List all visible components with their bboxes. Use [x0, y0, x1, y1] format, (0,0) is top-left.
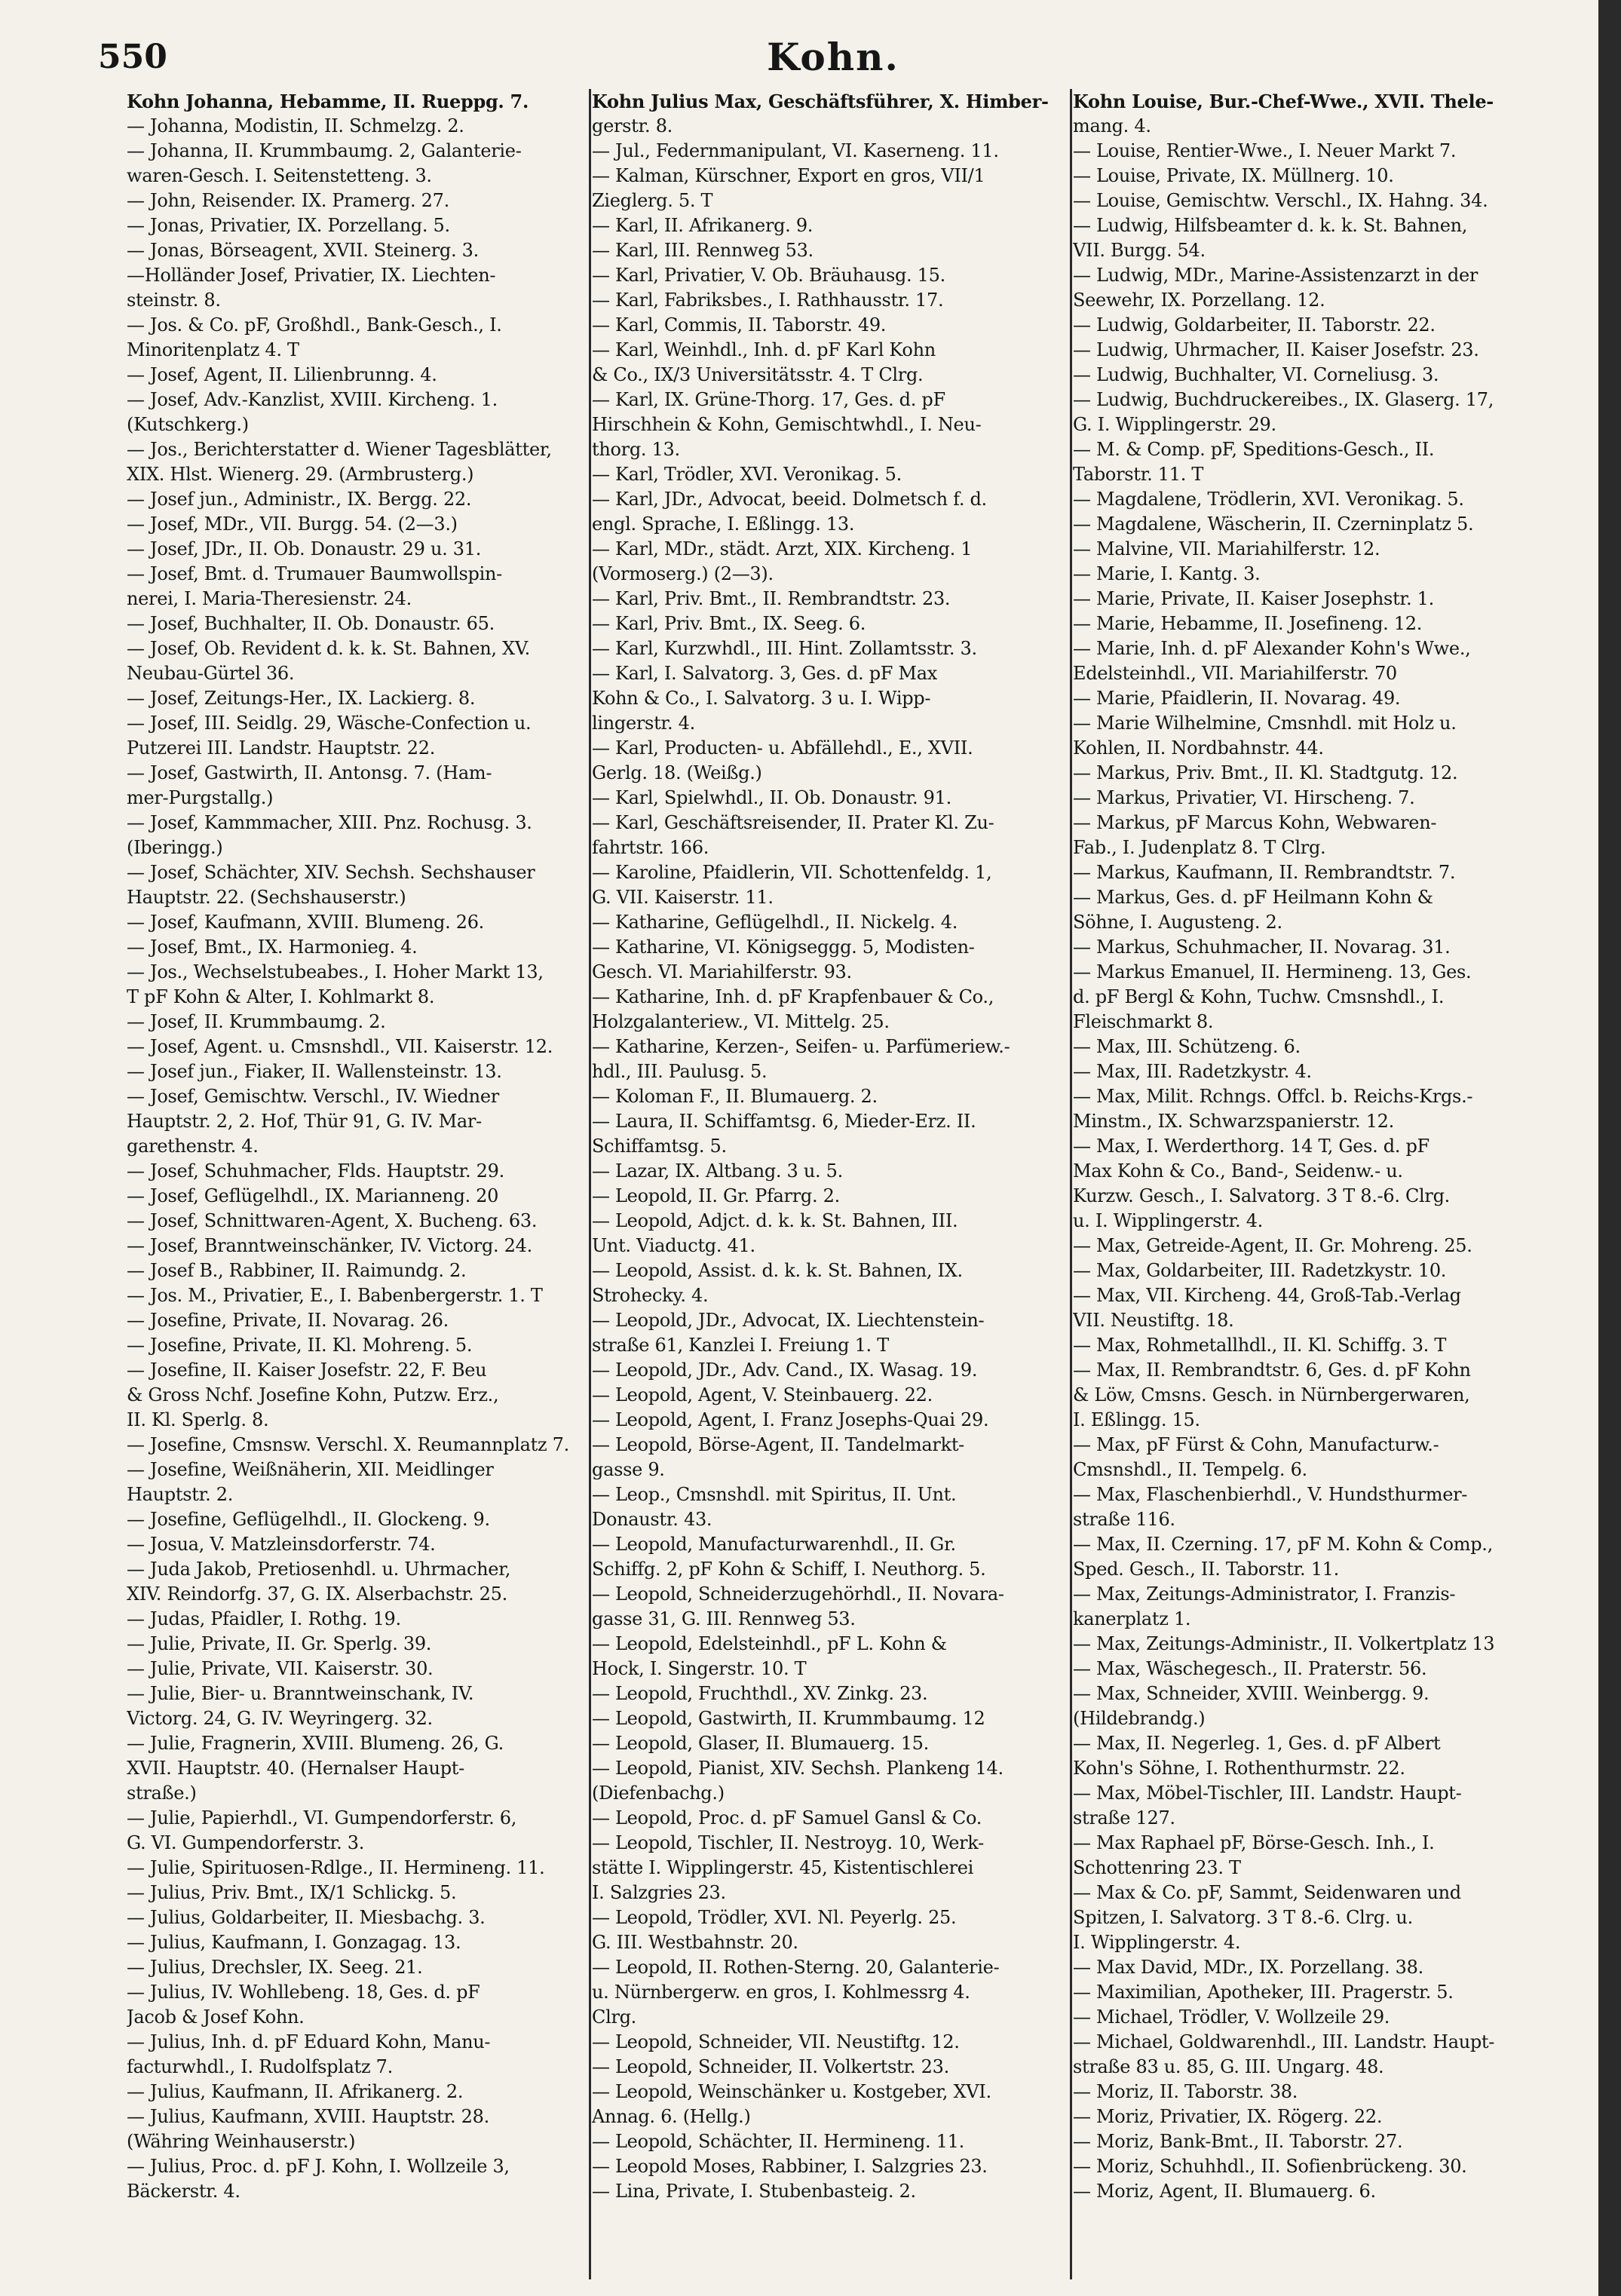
directory-entry: — Max, Rohmetallhdl., II. Kl. Schiffg. 3. T — [1073, 1335, 1447, 1356]
directory-entry: — Josefine, Cmsnsw. Verschl. X. Reumannplatz 7. — [127, 1434, 569, 1455]
directory-entry: — Max, Zeitungs-Administrator, I. Franzis- — [1073, 1583, 1456, 1605]
directory-entry: — Lina, Private, I. Stubenbasteig. 2. — [592, 2181, 916, 2202]
directory-entry: — Max, II. Rembrandtstr. 6, Ges. d. pF Kohn — [1073, 1360, 1471, 1381]
directory-entry: — Karl, Priv. Bmt., IX. Seeg. 6. — [592, 613, 866, 634]
directory-entry: — Moriz, Privatier, IX. Rögerg. 22. — [1073, 2106, 1383, 2127]
page-edge — [1598, 0, 1621, 2296]
directory-entry: — Leopold, JDr., Adv. Cand., IX. Wasag. 19. — [592, 1360, 978, 1381]
directory-entry: G. VI. Gumpendorferstr. 3. — [127, 1832, 365, 1853]
directory-entry: XIX. Hlst. Wienerg. 29. (Armbrusterg.) — [127, 464, 474, 485]
directory-entry: — Leopold, Assist. d. k. k. St. Bahnen, IX. — [592, 1260, 963, 1281]
directory-entry: — Julius, Priv. Bmt., IX/1 Schlickg. 5. — [127, 1882, 457, 1903]
directory-entry: engl. Sprache, I. Eßlingg. 13. — [592, 513, 855, 535]
directory-entry: (Hildebrandg.) — [1073, 1708, 1206, 1729]
directory-entry: — Josef, Gastwirth, II. Antonsg. 7. (Ham- — [127, 762, 492, 783]
directory-entry: — Johanna, II. Krummbaumg. 2, Galanterie- — [127, 140, 522, 161]
directory-entry: Fleischmarkt 8. — [1073, 1011, 1214, 1032]
directory-entry: — Josef, II. Krummbaumg. 2. — [127, 1011, 386, 1032]
directory-entry: Bäckerstr. 4. — [127, 2181, 241, 2202]
directory-entry: — Josef, Bmt., IX. Harmonieg. 4. — [127, 936, 418, 958]
directory-entry: — Max Raphael pF, Börse-Gesch. Inh., I. — [1073, 1832, 1435, 1853]
directory-entry: — Leopold, Manufacturwarenhdl., II. Gr. — [592, 1534, 956, 1555]
directory-entry: — Leopold, Tischler, II. Nestroyg. 10, Werk- — [592, 1832, 984, 1853]
page-title: Kohn. — [767, 35, 899, 79]
directory-entry: — Julius, Proc. d. pF J. Kohn, I. Wollzeile 3, — [127, 2156, 510, 2177]
directory-entry: — Jul., Federnmanipulant, VI. Kaserneng. 11. — [592, 140, 999, 161]
directory-entry: — Ludwig, Buchhalter, VI. Corneliusg. 3. — [1073, 364, 1439, 385]
directory-entry: mang. 4. — [1073, 115, 1151, 136]
directory-entry: — Josef, Zeitungs-Her., IX. Lackierg. 8. — [127, 688, 476, 709]
page-number: 550 — [98, 38, 167, 76]
directory-entry: — Josua, V. Matzleinsdorferstr. 74. — [127, 1534, 436, 1555]
directory-entry: XIV. Reindorfg. 37, G. IX. Alserbachstr. 25. — [127, 1583, 507, 1605]
directory-entry: — Josef B., Rabbiner, II. Raimundg. 2. — [127, 1260, 467, 1281]
directory-entry: — Leopold, Schneiderzugehörhdl., II. Novara- — [592, 1583, 1004, 1605]
directory-entry: — Julius, Goldarbeiter, II. Miesbachg. 3. — [127, 1907, 486, 1928]
directory-entry: — Julius, Kaufmann, II. Afrikanerg. 2. — [127, 2081, 464, 2102]
directory-entry: gasse 9. — [592, 1459, 665, 1480]
directory-entry: — Leopold, Börse-Agent, II. Tandelmarkt- — [592, 1434, 964, 1455]
directory-entry: steinstr. 8. — [127, 290, 221, 311]
directory-entry: — Max, pF Fürst & Cohn, Manufacturw.- — [1073, 1434, 1439, 1455]
directory-entry: (Kutschkerg.) — [127, 414, 249, 435]
directory-entry: — Karl, Weinhdl., Inh. d. pF Karl Kohn — [592, 339, 936, 360]
directory-entry: nerei, I. Maria-Theresienstr. 24. — [127, 588, 412, 609]
directory-entry: — Leopold, JDr., Advocat, IX. Liechtenstein- — [592, 1310, 985, 1331]
directory-entry: — Max, Milit. Rchngs. Offcl. b. Reichs-Krgs.- — [1073, 1086, 1473, 1107]
directory-entry: — Ludwig, Buchdruckereibes., IX. Glaserg. 17, — [1073, 389, 1494, 410]
directory-entry: — Juda Jakob, Pretiosenhdl. u. Uhrmacher, — [127, 1559, 511, 1580]
directory-entry: — Josefine, Geflügelhdl., II. Glockeng. 9. — [127, 1509, 490, 1530]
directory-entry: — Karoline, Pfaidlerin, VII. Schottenfeldg. 1, — [592, 862, 992, 883]
directory-entry: — Ludwig, MDr., Marine-Assistenzarzt in der — [1073, 265, 1479, 286]
directory-entry: Kohn Johanna, Hebamme, II. Rueppg. 7. — [127, 90, 529, 112]
directory-entry: — Lazar, IX. Altbang. 3 u. 5. — [592, 1160, 843, 1182]
directory-entry: — Magdalene, Trödlerin, XVI. Veronikag. 5. — [1073, 489, 1464, 510]
directory-entry: — Karl, Geschäftsreisender, II. Prater Kl. Zu- — [592, 812, 994, 833]
directory-entry: garethenstr. 4. — [127, 1136, 259, 1157]
directory-entry: — Leopold, II. Rothen-Sterng. 20, Galanterie- — [592, 1957, 1000, 1978]
directory-entry: — Leopold, Trödler, XVI. Nl. Peyerlg. 25. — [592, 1907, 957, 1928]
directory-entry: thorg. 13. — [592, 439, 680, 460]
directory-entry: — Leopold, Fruchthdl., XV. Zinkg. 23. — [592, 1683, 928, 1704]
directory-entry: fahrtstr. 166. — [592, 837, 709, 858]
directory-entry: — Julie, Private, VII. Kaiserstr. 30. — [127, 1658, 434, 1679]
directory-entry: (Iberingg.) — [127, 837, 223, 858]
directory-entry: Minstm., IX. Schwarzspanierstr. 12. — [1073, 1111, 1394, 1132]
directory-entry: Kohlen, II. Nordbahnstr. 44. — [1073, 737, 1324, 759]
directory-entry: — Julius, IV. Wohllebeng. 18, Ges. d. pF — [127, 1982, 480, 2003]
directory-entry: — Koloman F., II. Blumauerg. 2. — [592, 1086, 878, 1107]
directory-entry: — Karl, MDr., städt. Arzt, XIX. Kircheng. 1 — [592, 538, 973, 559]
directory-entry: — Karl, JDr., Advocat, beeid. Dolmetsch f. d. — [592, 489, 987, 510]
directory-entry: — Karl, Priv. Bmt., II. Rembrandtstr. 23. — [592, 588, 951, 609]
directory-entry: Hauptstr. 2. — [127, 1484, 234, 1505]
directory-entry: — Jos., Berichterstatter d. Wiener Tagesblätter, — [127, 439, 552, 460]
directory-entry: — Markus, Priv. Bmt., II. Kl. Stadtgutg. 12. — [1073, 762, 1458, 783]
directory-entry: Putzerei III. Landstr. Hauptstr. 22. — [127, 737, 436, 759]
directory-entry: — Max, III. Schützeng. 6. — [1073, 1036, 1301, 1057]
directory-entry: (Vormoserg.) (2—3). — [592, 563, 774, 584]
directory-entry: Unt. Viaductg. 41. — [592, 1235, 755, 1256]
directory-entry: — Markus, Schuhmacher, II. Novarag. 31. — [1073, 936, 1451, 958]
directory-entry: T pF Kohn & Alter, I. Kohlmarkt 8. — [127, 986, 435, 1007]
directory-entry: facturwhdl., I. Rudolfsplatz 7. — [127, 2056, 393, 2077]
directory-entry: — Max, Schneider, XVIII. Weinbergg. 9. — [1073, 1683, 1429, 1704]
directory-entry: Strohecky. 4. — [592, 1285, 709, 1306]
directory-entry: — Moriz, Schuhhdl., II. Sofienbrückeng. 30. — [1073, 2156, 1467, 2177]
directory-entry: — Jos. & Co. pF, Großhdl., Bank-Gesch., I. — [127, 314, 502, 336]
directory-entry: — Moriz, II. Taborstr. 38. — [1073, 2081, 1298, 2102]
directory-entry: — Max, Wäschegesch., II. Praterstr. 56. — [1073, 1658, 1427, 1679]
directory-entry: — Markus, Ges. d. pF Heilmann Kohn & — [1073, 887, 1433, 908]
directory-entry: — Josef, Schnittwaren-Agent, X. Bucheng. 63. — [127, 1210, 538, 1231]
directory-entry: Schiffg. 2, pF Kohn & Schiff, I. Neuthorg. 5. — [592, 1559, 986, 1580]
directory-entry: & Gross Nchf. Josefine Kohn, Putzw. Erz., — [127, 1384, 499, 1405]
directory-column-2 — [592, 89, 1068, 2279]
directory-entry: XVII. Hauptstr. 40. (Hernalser Haupt- — [127, 1758, 464, 1779]
directory-entry: — Max David, MDr., IX. Porzellang. 38. — [1073, 1957, 1423, 1978]
directory-entry: — Julie, Papierhdl., VI. Gumpendorferstr. 6, — [127, 1807, 517, 1829]
directory-entry: — Josef, Adv.-Kanzlist, XVIII. Kircheng. 1. — [127, 389, 498, 410]
directory-entry: — Marie, Pfaidlerin, II. Novarag. 49. — [1073, 688, 1401, 709]
directory-entry: I. Eßlingg. 15. — [1073, 1409, 1200, 1430]
directory-entry: — Katharine, Inh. d. pF Krapfenbauer & Co., — [592, 986, 994, 1007]
directory-entry: — Karl, Trödler, XVI. Veronikag. 5. — [592, 464, 902, 485]
directory-entry: waren-Gesch. I. Seitenstetteng. 3. — [127, 165, 432, 186]
directory-entry: — Leopold, Weinschänker u. Kostgeber, XVI. — [592, 2081, 991, 2102]
directory-entry: VII. Burgg. 54. — [1073, 240, 1206, 261]
directory-entry: — Leopold, Proc. d. pF Samuel Gansl & Co. — [592, 1807, 982, 1829]
directory-entry: —Holländer Josef, Privatier, IX. Liechten- — [127, 265, 496, 286]
directory-entry: Minoritenplatz 4. T — [127, 339, 299, 360]
directory-entry: — Josefine, II. Kaiser Josefstr. 22, F. Beu — [127, 1360, 487, 1381]
directory-entry: Kohn's Söhne, I. Rothenthurmstr. 22. — [1073, 1758, 1405, 1779]
directory-entry: — Leopold, Agent, V. Steinbauerg. 22. — [592, 1384, 933, 1405]
directory-entry: — Josef jun., Fiaker, II. Wallensteinstr. 13. — [127, 1061, 502, 1082]
directory-entry: — Leopold, Agent, I. Franz Josephs-Quai 29. — [592, 1409, 989, 1430]
directory-entry: Annag. 6. (Hellg.) — [592, 2106, 751, 2127]
directory-entry: — Karl, II. Afrikanerg. 9. — [592, 215, 814, 236]
directory-entry: Sped. Gesch., II. Taborstr. 11. — [1073, 1559, 1339, 1580]
directory-entry: — Josef jun., Administr., IX. Bergg. 22. — [127, 489, 472, 510]
directory-entry: Holzgalanteriew., VI. Mittelg. 25. — [592, 1011, 890, 1032]
directory-entry: — Marie, Hebamme, II. Josefineng. 12. — [1073, 613, 1423, 634]
directory-entry: — Josef, Buchhalter, II. Ob. Donaustr. 65. — [127, 613, 495, 634]
directory-entry: Kohn Julius Max, Geschäftsführer, X. Himber- — [592, 90, 1049, 112]
directory-entry: — Josef, Kammmacher, XIII. Pnz. Rochusg. 3. — [127, 812, 532, 833]
directory-entry: — Jos. M., Privatier, E., I. Babenbergerstr. 1. T — [127, 1285, 543, 1306]
directory-entry: kanerplatz 1. — [1073, 1608, 1191, 1629]
directory-entry: Spitzen, I. Salvatorg. 3 T 8.-6. Clrg. u. — [1073, 1907, 1413, 1928]
directory-entry: — Leop., Cmsnshdl. mit Spiritus, II. Unt. — [592, 1484, 957, 1505]
directory-entry: — Markus Emanuel, II. Hermineng. 13, Ges. — [1073, 961, 1472, 982]
directory-entry: — Josef, MDr., VII. Burgg. 54. (2—3.) — [127, 513, 458, 535]
directory-entry: — Max, VII. Kircheng. 44, Groß-Tab.-Verlag — [1073, 1285, 1461, 1306]
directory-entry: u. I. Wipplingerstr. 4. — [1073, 1210, 1264, 1231]
directory-entry: — Josef, Schuhmacher, Flds. Hauptstr. 29. — [127, 1160, 504, 1182]
directory-entry: — Michael, Goldwarenhdl., III. Landstr. Haupt- — [1073, 2031, 1495, 2052]
directory-entry: G. III. Westbahnstr. 20. — [592, 1932, 798, 1953]
directory-entry: — Julie, Spirituosen-Rdlge., II. Hermineng. 11. — [127, 1857, 545, 1878]
directory-entry: — Leopold, Adjct. d. k. k. St. Bahnen, III. — [592, 1210, 958, 1231]
directory-entry: — Jos., Wechselstubeabes., I. Hoher Markt 13, — [127, 961, 544, 982]
directory-entry: I. Salzgries 23. — [592, 1882, 726, 1903]
directory-entry: — Johanna, Modistin, II. Schmelzg. 2. — [127, 115, 464, 136]
directory-entry: — Leopold, Glaser, II. Blumauerg. 15. — [592, 1733, 929, 1754]
directory-entry: Jacob & Josef Kohn. — [127, 2006, 305, 2028]
directory-entry: — Josef, Gemischtw. Verschl., IV. Wiedner — [127, 1086, 499, 1107]
directory-entry: straße.) — [127, 1783, 197, 1804]
directory-entry: — Leopold, Edelsteinhdl., pF L. Kohn & — [592, 1633, 947, 1654]
directory-entry: — Leopold, Schneider, VII. Neustiftg. 12. — [592, 2031, 960, 2052]
directory-entry: — Jonas, Privatier, IX. Porzellang. 5. — [127, 215, 450, 236]
directory-entry: — Michael, Trödler, V. Wollzeile 29. — [1073, 2006, 1390, 2028]
directory-entry: — Kalman, Kürschner, Export en gros, VII/1 — [592, 165, 985, 186]
directory-entry: I. Wipplingerstr. 4. — [1073, 1932, 1241, 1953]
directory-entry: — Josef, III. Seidlg. 29, Wäsche-Confection u. — [127, 713, 532, 734]
directory-entry: — Max, Zeitungs-Administr., II. Volkertplatz 13 — [1073, 1633, 1495, 1654]
directory-entry: — Josefine, Private, II. Kl. Mohreng. 5. — [127, 1335, 473, 1356]
directory-entry: hdl., III. Paulusg. 5. — [592, 1061, 768, 1082]
directory-entry: II. Kl. Sperlg. 8. — [127, 1409, 269, 1430]
directory-entry: — Max, III. Radetzkystr. 4. — [1073, 1061, 1312, 1082]
directory-entry: Seewehr, IX. Porzellang. 12. — [1073, 290, 1325, 311]
directory-entry: Edelsteinhdl., VII. Mariahilferstr. 70 — [1073, 663, 1397, 684]
directory-entry: Victorg. 24, G. IV. Weyringerg. 32. — [127, 1708, 433, 1729]
directory-entry: — Katharine, VI. Königseggg. 5, Modisten- — [592, 936, 975, 958]
directory-entry: — Marie, Inh. d. pF Alexander Kohn's Wwe., — [1073, 638, 1471, 659]
directory-entry: Kohn Louise, Bur.-Chef-Wwe., XVII. Thele- — [1073, 90, 1494, 112]
directory-entry: (Währing Weinhauserstr.) — [127, 2131, 356, 2152]
directory-entry: — Josef, Kaufmann, XVIII. Blumeng. 26. — [127, 912, 485, 933]
directory-entry: — Josef, Branntweinschänker, IV. Victorg. 24. — [127, 1235, 532, 1256]
directory-entry: G. I. Wipplingerstr. 29. — [1073, 414, 1276, 435]
directory-entry: — Louise, Private, IX. Müllnerg. 10. — [1073, 165, 1394, 186]
directory-entry: — John, Reisender. IX. Pramerg. 27. — [127, 190, 449, 211]
directory-entry: Donaustr. 43. — [592, 1509, 712, 1530]
directory-entry: — Ludwig, Uhrmacher, II. Kaiser Josefstr. 23. — [1073, 339, 1479, 360]
directory-entry: Gesch. VI. Mariahilferstr. 93. — [592, 961, 852, 982]
directory-column-3 — [1073, 89, 1549, 2279]
directory-entry: — Markus, pF Marcus Kohn, Webwaren- — [1073, 812, 1437, 833]
directory-entry: — Leopold Moses, Rabbiner, I. Salzgries 23. — [592, 2156, 988, 2177]
directory-entry: — Julius, Inh. d. pF Eduard Kohn, Manu- — [127, 2031, 491, 2052]
directory-entry: Gerlg. 18. (Weißg.) — [592, 762, 762, 783]
directory-entry: — Karl, IX. Grüne-Thorg. 17, Ges. d. pF — [592, 389, 945, 410]
directory-entry: — Markus, Kaufmann, II. Rembrandtstr. 7. — [1073, 862, 1456, 883]
directory-entry: — Leopold, Gastwirth, II. Krummbaumg. 12 — [592, 1708, 985, 1729]
directory-entry: — Max, II. Czerning. 17, pF M. Kohn & Comp., — [1073, 1534, 1493, 1555]
directory-entry: — Josef, Ob. Revident d. k. k. St. Bahnen, XV. — [127, 638, 531, 659]
directory-entry: — Magdalene, Wäscherin, II. Czerninplatz 5. — [1073, 513, 1474, 535]
directory-entry: — Max, Möbel-Tischler, III. Landstr. Haupt- — [1073, 1783, 1462, 1804]
directory-entry: straße 83 u. 85, G. III. Ungarg. 48. — [1073, 2056, 1384, 2077]
directory-entry: — Karl, III. Rennweg 53. — [592, 240, 814, 261]
directory-entry: & Co., IX/3 Universitätsstr. 4. T Clrg. — [592, 364, 924, 385]
directory-entry: — Katharine, Kerzen-, Seifen- u. Parfümeriew.- — [592, 1036, 1010, 1057]
directory-entry: — Josef, Agent. u. Cmsnshdl., VII. Kaiserstr. 12. — [127, 1036, 553, 1057]
directory-entry: — Moriz, Agent, II. Blumauerg. 6. — [1073, 2181, 1376, 2202]
directory-entry: — Josef, Schächter, XIV. Sechsh. Sechshauser — [127, 862, 535, 883]
directory-entry: straße 127. — [1073, 1807, 1175, 1829]
directory-entry: — Karl, Privatier, V. Ob. Bräuhausg. 15. — [592, 265, 945, 286]
directory-entry: — Leopold, Schächter, II. Hermineng. 11. — [592, 2131, 964, 2152]
directory-entry: — Karl, Commis, II. Taborstr. 49. — [592, 314, 887, 336]
directory-entry: — Max, II. Negerleg. 1, Ges. d. pF Albert — [1073, 1733, 1441, 1754]
directory-entry: — Louise, Gemischtw. Verschl., IX. Hahng. 34. — [1073, 190, 1488, 211]
directory-entry: — M. & Comp. pF, Speditions-Gesch., II. — [1073, 439, 1435, 460]
directory-entry: Kohn & Co., I. Salvatorg. 3 u. I. Wipp- — [592, 688, 931, 709]
directory-entry: straße 61, Kanzlei I. Freiung 1. T — [592, 1335, 889, 1356]
directory-entry: — Max & Co. pF, Sammt, Seidenwaren und — [1073, 1882, 1461, 1903]
directory-entry: VII. Neustiftg. 18. — [1073, 1310, 1234, 1331]
directory-entry: Kurzw. Gesch., I. Salvatorg. 3 T 8.-6. Clrg. — [1073, 1185, 1450, 1206]
directory-entry: G. VII. Kaiserstr. 11. — [592, 887, 774, 908]
directory-entry: — Laura, II. Schiffamtsg. 6, Mieder-Erz. II. — [592, 1111, 976, 1132]
directory-entry: — Jonas, Börseagent, XVII. Steinerg. 3. — [127, 240, 479, 261]
directory-entry: — Karl, Fabriksbes., I. Rathhausstr. 17. — [592, 290, 944, 311]
directory-entry: gerstr. 8. — [592, 115, 673, 136]
directory-entry: — Karl, I. Salvatorg. 3, Ges. d. pF Max — [592, 663, 937, 684]
directory-entry: Hauptstr. 22. (Sechshauserstr.) — [127, 887, 406, 908]
column-divider — [1070, 89, 1072, 2279]
directory-entry: — Judas, Pfaidler, I. Rothg. 19. — [127, 1608, 401, 1629]
directory-entry: — Louise, Rentier-Wwe., I. Neuer Markt 7. — [1073, 140, 1457, 161]
directory-entry: Hock, I. Singerstr. 10. T — [592, 1658, 807, 1679]
directory-entry: — Josefine, Weißnäherin, XII. Meidlinger — [127, 1459, 494, 1480]
directory-entry: — Ludwig, Goldarbeiter, II. Taborstr. 22. — [1073, 314, 1436, 336]
directory-entry: — Maximilian, Apotheker, III. Pragerstr. 5. — [1073, 1982, 1454, 2003]
directory-entry: — Julius, Kaufmann, I. Gonzagag. 13. — [127, 1932, 461, 1953]
directory-entry: — Malvine, VII. Mariahilferstr. 12. — [1073, 538, 1380, 559]
directory-entry: — Julius, Drechsler, IX. Seeg. 21. — [127, 1957, 423, 1978]
directory-entry: — Markus, Privatier, VI. Hirscheng. 7. — [1073, 787, 1415, 808]
directory-entry: — Marie, I. Kantg. 3. — [1073, 563, 1261, 584]
directory-entry: — Julie, Fragnerin, XVIII. Blumeng. 26, G. — [127, 1733, 504, 1754]
directory-entry: gasse 31, G. III. Rennweg 53. — [592, 1608, 856, 1629]
directory-entry: — Karl, Producten- u. Abfällehdl., E., XVII. — [592, 737, 973, 759]
directory-column-1 — [127, 89, 603, 2279]
directory-entry: — Josef, Bmt. d. Trumauer Baumwollspin- — [127, 563, 502, 584]
directory-entry: straße 116. — [1073, 1509, 1175, 1530]
directory-entry: — Max, I. Werderthorg. 14 T, Ges. d. pF — [1073, 1136, 1429, 1157]
directory-entry: Hirschhein & Kohn, Gemischtwhdl., I. Neu- — [592, 414, 982, 435]
directory-entry: Hauptstr. 2, 2. Hof, Thür 91, G. IV. Mar- — [127, 1111, 482, 1132]
directory-entry: — Josef, Geflügelhdl., IX. Marianneng. 20 — [127, 1185, 499, 1206]
directory-entry: Taborstr. 11. T — [1073, 464, 1204, 485]
directory-entry: — Max, Goldarbeiter, III. Radetzkystr. 10. — [1073, 1260, 1447, 1281]
directory-entry: — Josef, JDr., II. Ob. Donaustr. 29 u. 31. — [127, 538, 482, 559]
directory-entry: Cmsnshdl., II. Tempelg. 6. — [1073, 1459, 1307, 1480]
directory-entry: Fab., I. Judenplatz 8. T Clrg. — [1073, 837, 1326, 858]
directory-entry: u. Nürnbergerw. en gros, I. Kohlmessrg 4. — [592, 1982, 970, 2003]
directory-entry: — Leopold, II. Gr. Pfarrg. 2. — [592, 1185, 840, 1206]
directory-entry: — Julie, Bier- u. Branntweinschank, IV. — [127, 1683, 474, 1704]
directory-entry: lingerstr. 4. — [592, 713, 695, 734]
directory-entry: mer-Purgstallg.) — [127, 787, 274, 808]
directory-entry: Söhne, I. Augusteng. 2. — [1073, 912, 1282, 933]
directory-entry: — Katharine, Geflügelhdl., II. Nickelg. 4. — [592, 912, 958, 933]
directory-entry: Max Kohn & Co., Band-, Seidenw.- u. — [1073, 1160, 1403, 1182]
directory-entry: & Löw, Cmsns. Gesch. in Nürnbergerwaren, — [1073, 1384, 1470, 1405]
directory-entry: — Leopold, Pianist, XIV. Sechsh. Plankeng 14. — [592, 1758, 1004, 1779]
directory-entry: — Karl, Kurzwhdl., III. Hint. Zollamtsstr. 3. — [592, 638, 977, 659]
directory-entry: Neubau-Gürtel 36. — [127, 663, 295, 684]
directory-entry: — Karl, Spielwhdl., II. Ob. Donaustr. 91. — [592, 787, 951, 808]
directory-entry: — Marie, Private, II. Kaiser Josephstr. 1. — [1073, 588, 1434, 609]
directory-entry: — Moriz, Bank-Bmt., II. Taborstr. 27. — [1073, 2131, 1403, 2152]
directory-entry: — Marie Wilhelmine, Cmsnhdl. mit Holz u. — [1073, 713, 1457, 734]
directory-entry: Clrg. — [592, 2006, 637, 2028]
directory-entry: — Max, Getreide-Agent, II. Gr. Mohreng. 25. — [1073, 1235, 1472, 1256]
directory-entry: Zieglerg. 5. T — [592, 190, 713, 211]
directory-entry: — Max, Flaschenbierhdl., V. Hundsthurmer- — [1073, 1484, 1468, 1505]
directory-entry: (Diefenbachg.) — [592, 1783, 725, 1804]
directory-entry: Schiffamtsg. 5. — [592, 1136, 727, 1157]
directory-entry: — Julie, Private, II. Gr. Sperlg. 39. — [127, 1633, 432, 1654]
directory-entry: — Leopold, Schneider, II. Volkertstr. 23. — [592, 2056, 949, 2077]
directory-entry: stätte I. Wipplingerstr. 45, Kistentischlerei — [592, 1857, 973, 1878]
directory-entry: d. pF Bergl & Kohn, Tuchw. Cmsnshdl., I. — [1073, 986, 1445, 1007]
directory-entry: Schottenring 23. T — [1073, 1857, 1241, 1878]
directory-entry: — Julius, Kaufmann, XVIII. Hauptstr. 28. — [127, 2106, 489, 2127]
page-header — [98, 32, 1568, 84]
directory-entry: — Josef, Agent, II. Lilienbrunng. 4. — [127, 364, 437, 385]
directory-entry: — Josefine, Private, II. Novarag. 26. — [127, 1310, 449, 1331]
directory-entry: — Ludwig, Hilfsbeamter d. k. k. St. Bahnen, — [1073, 215, 1468, 236]
